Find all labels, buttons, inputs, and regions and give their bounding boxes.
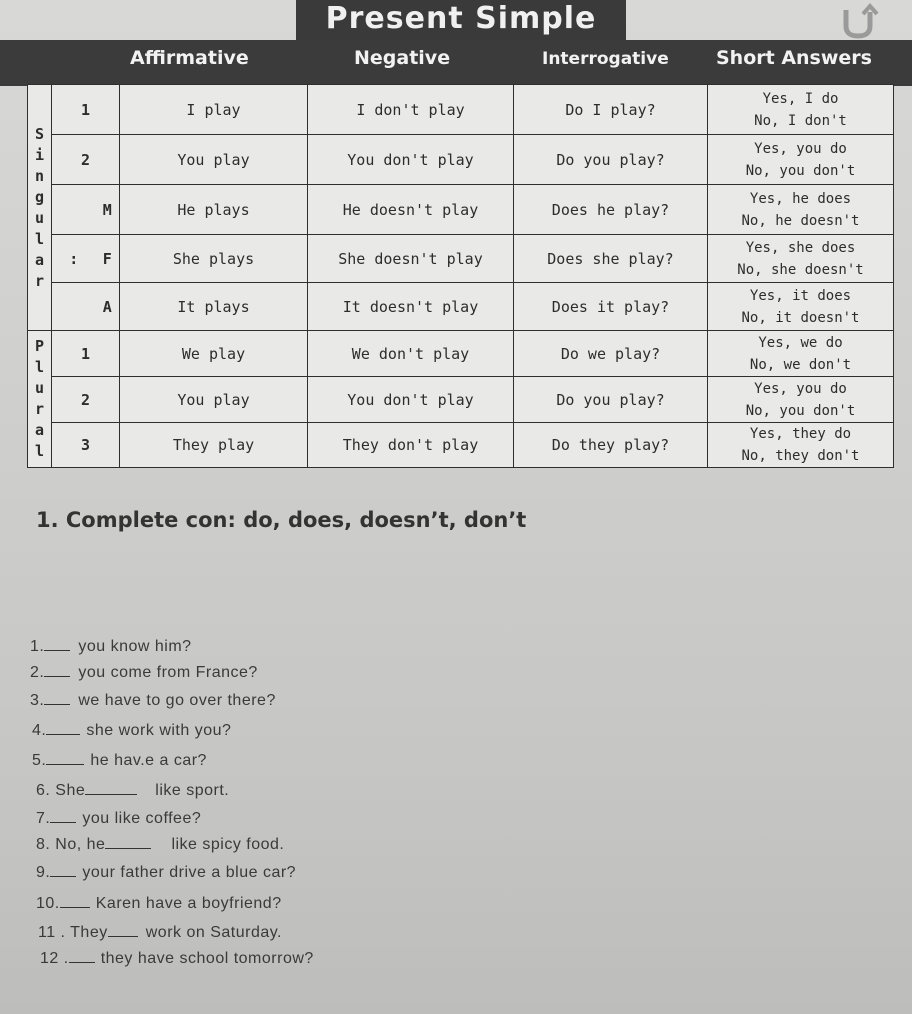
affirmative-cell: She plays — [120, 235, 308, 283]
short-answer-cell — [708, 85, 894, 135]
exercise-item — [30, 690, 276, 710]
exercise-item-number: 7. — [36, 810, 51, 827]
answer-blank[interactable] — [105, 834, 151, 849]
short-answer-no: No, they don't — [741, 448, 860, 464]
short-answer-yes: Yes, he does — [749, 190, 852, 207]
header-negative: Negative — [354, 47, 451, 69]
short-answer-cell — [708, 185, 894, 235]
interrogative-cell: Does he play? — [514, 185, 708, 235]
header-interrogative: Interrogative — [542, 49, 669, 69]
short-answer-no: No, you don't — [745, 402, 856, 419]
exercise-item-text: Karen have a boyfriend? — [95, 895, 282, 912]
exercise-item-number: 12 . — [40, 950, 69, 967]
exercise-item-number: 6. She — [36, 782, 86, 799]
person-number — [52, 185, 96, 235]
answer-blank[interactable] — [46, 720, 80, 735]
gender-letter: M — [96, 185, 120, 235]
affirmative-cell: They play — [120, 423, 308, 468]
interrogative-cell: Do you play? — [514, 135, 708, 185]
affirmative-cell: It plays — [120, 283, 308, 331]
exercise-item — [36, 893, 282, 913]
exercise-item-number: 9. — [36, 864, 51, 881]
answer-blank[interactable] — [44, 662, 70, 677]
table-row — [28, 85, 894, 135]
interrogative-cell: Does she play? — [514, 235, 708, 283]
page-title: Present Simple — [296, 0, 626, 40]
exercise-heading: 1. Complete con: do, does, doesn’t, don’t — [36, 508, 527, 532]
exercise-item — [40, 948, 314, 968]
person-number: 1 — [52, 85, 120, 135]
exercise-item — [36, 808, 201, 828]
exercise-item — [36, 834, 284, 854]
short-answer-yes: Yes, it does — [749, 287, 852, 304]
short-answer-no: No, it doesn't — [741, 309, 860, 326]
short-answer-cell — [708, 283, 894, 331]
exercise-item — [30, 636, 192, 656]
person-number — [52, 283, 96, 331]
exercise-item-number: 3. — [30, 692, 45, 709]
answer-blank[interactable] — [46, 750, 84, 765]
negative-cell: You don't play — [308, 135, 514, 185]
exercise-item-text: we have to go over there? — [78, 692, 276, 709]
affirmative-cell: You play — [120, 135, 308, 185]
person-number: 2 — [52, 377, 120, 423]
short-answer-yes: Yes, you do — [754, 380, 847, 397]
exercise-item-number: 8. No, he — [36, 836, 106, 853]
answer-blank[interactable] — [50, 862, 76, 877]
exercise-item-number: 11 . They — [38, 924, 108, 941]
short-answer-no: No, he doesn't — [741, 212, 860, 229]
exercise-item-number: 1. — [30, 638, 45, 655]
exercise-item — [36, 862, 296, 882]
exercise-item-text: she work with you? — [86, 722, 232, 739]
table-row — [28, 185, 894, 235]
exercise-item-number: 10. — [36, 895, 60, 912]
short-answer-cell — [708, 377, 894, 423]
plural-group-label: P l u r a l — [28, 331, 52, 468]
negative-cell: We don't play — [308, 331, 514, 377]
short-answer-no: No, we don't — [749, 356, 852, 373]
short-answer-yes: Yes, she does — [745, 239, 856, 256]
gender-letter: A — [96, 283, 120, 331]
short-answer-yes: Yes, you do — [754, 140, 847, 157]
exercise-item-text: your father drive a blue car? — [82, 864, 297, 881]
negative-cell: He doesn't play — [308, 185, 514, 235]
short-answer-yes: Yes, I do — [762, 90, 839, 107]
negative-cell: It doesn't play — [308, 283, 514, 331]
short-answer-no: No, you don't — [745, 162, 856, 179]
answer-blank[interactable] — [44, 636, 70, 651]
gender-letter: F — [96, 235, 120, 283]
affirmative-cell: I play — [120, 85, 308, 135]
exercise-item-text: like spicy food. — [171, 836, 285, 853]
affirmative-cell: You play — [120, 377, 308, 423]
short-answer-cell — [708, 331, 894, 377]
affirmative-cell: We play — [120, 331, 308, 377]
negative-cell: You don't play — [308, 377, 514, 423]
answer-blank[interactable] — [69, 948, 95, 963]
short-answer-cell — [708, 423, 894, 468]
table-row — [28, 235, 894, 283]
table-row — [28, 331, 894, 377]
exercise-item-number: 4. — [32, 722, 47, 739]
short-answer-cell — [708, 135, 894, 185]
header-affirmative: Affirmative — [130, 47, 249, 69]
negative-cell: She doesn't play — [308, 235, 514, 283]
exercise-item-text: he hav.e a car? — [90, 752, 207, 769]
answer-blank[interactable] — [85, 780, 137, 795]
person-number: 2 — [52, 135, 120, 185]
affirmative-cell: He plays — [120, 185, 308, 235]
conjugation-table — [27, 84, 894, 468]
table-row — [28, 423, 894, 468]
interrogative-cell: Does it play? — [514, 283, 708, 331]
short-answer-cell — [708, 235, 894, 283]
short-answer-no: No, she doesn't — [737, 261, 864, 278]
exercise-item-text: you like coffee? — [82, 810, 202, 827]
table-row — [28, 135, 894, 185]
exercise-item — [32, 750, 207, 770]
exercise-item-text: like sport. — [155, 782, 230, 799]
negative-cell: I don't play — [308, 85, 514, 135]
exercise-item-text: you know him? — [78, 638, 192, 655]
short-answer-yes: Yes, they do — [749, 426, 852, 442]
answer-blank[interactable] — [108, 922, 138, 937]
singular-group-label: S i n g u l a r — [28, 85, 52, 331]
person-number: 1 — [52, 331, 120, 377]
exercise-item-number: 2. — [30, 664, 45, 681]
negative-cell: They don't play — [308, 423, 514, 468]
interrogative-cell: Do we play? — [514, 331, 708, 377]
short-answer-no: No, I don't — [754, 112, 847, 129]
exercise-item-number: 5. — [32, 752, 47, 769]
table-row — [28, 377, 894, 423]
interrogative-cell: Do I play? — [514, 85, 708, 135]
answer-blank[interactable] — [60, 893, 90, 908]
exercise-item — [32, 720, 231, 740]
person-number: 3 — [52, 423, 120, 468]
short-answer-yes: Yes, we do — [758, 334, 843, 351]
exercise-item — [38, 922, 282, 942]
exercise-item-text: work on Saturday. — [145, 924, 282, 941]
header-short-answers: Short Answers — [716, 47, 872, 69]
interrogative-cell: Do you play? — [514, 377, 708, 423]
exercise-item-text: they have school tomorrow? — [100, 950, 314, 967]
undo-arrow-icon — [832, 2, 884, 40]
answer-blank[interactable] — [50, 808, 76, 823]
table-row — [28, 283, 894, 331]
exercise-item-text: you come from France? — [78, 664, 258, 681]
exercise-item — [36, 780, 229, 800]
answer-blank[interactable] — [44, 690, 70, 705]
person-number: : — [52, 235, 96, 283]
exercise-item — [30, 662, 258, 682]
interrogative-cell: Do they play? — [514, 423, 708, 468]
